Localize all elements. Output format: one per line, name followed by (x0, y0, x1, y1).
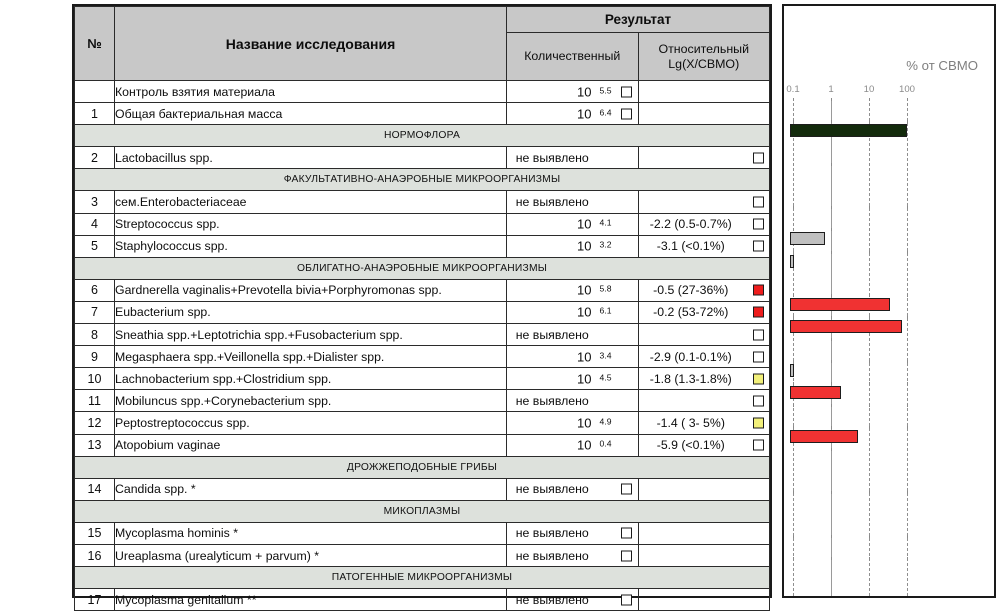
row-relative-cell (638, 103, 770, 125)
chart-tick (831, 557, 832, 560)
chart-row (784, 557, 994, 579)
row-study-name: Peptostreptococcus spp. (115, 412, 507, 434)
chart-tick (793, 294, 794, 297)
chart-tick (907, 120, 908, 123)
table-row[interactable] (75, 434, 770, 456)
results-table-container (72, 4, 772, 607)
table-group-row (75, 500, 770, 522)
chart-tick (793, 98, 794, 101)
row-quantitative-cell (507, 544, 639, 566)
chart-tick (831, 163, 832, 166)
chart-bar (790, 232, 825, 245)
chart-tick (793, 426, 794, 429)
table-group-row (75, 169, 770, 191)
chart-tick (869, 491, 870, 494)
row-relative-cell (638, 544, 770, 566)
quant-base: 10 (577, 216, 592, 232)
chart-tick (907, 316, 908, 319)
status-checkbox[interactable] (753, 417, 764, 428)
row-relative-cell (638, 346, 770, 368)
row-study-name: Lactobacillus spp. (115, 147, 507, 169)
table-row[interactable] (75, 213, 770, 235)
chart-tick (907, 404, 908, 407)
group-label: ФАКУЛЬТАТИВНО-АНАЭРОБНЫЕ МИКРООРГАНИЗМЫ (75, 169, 770, 191)
quant-exponent: 6.1 (599, 306, 612, 317)
relative-header-line2: Lg(X/СВМО) (668, 56, 740, 71)
chart-tick (831, 360, 832, 363)
status-checkbox[interactable] (621, 86, 632, 97)
status-checkbox[interactable] (753, 307, 764, 318)
chart-row (784, 316, 994, 338)
row-number: 2 (75, 147, 115, 169)
table-row[interactable] (75, 279, 770, 301)
row-relative-cell (638, 434, 770, 456)
table-row[interactable] (75, 412, 770, 434)
row-quantitative-cell (507, 346, 639, 368)
row-relative-cell (638, 213, 770, 235)
chart-tick (907, 228, 908, 231)
chart-row (784, 448, 994, 470)
table-row[interactable] (75, 368, 770, 390)
table-row[interactable] (75, 81, 770, 103)
chart-tick (831, 120, 832, 123)
chart-tick (869, 382, 870, 385)
chart-row (784, 404, 994, 426)
row-number: 17 (75, 589, 115, 611)
status-checkbox[interactable] (621, 108, 632, 119)
status-checkbox[interactable] (621, 484, 632, 495)
chart-tick (831, 316, 832, 319)
chart-tick (831, 206, 832, 209)
chart-bar (790, 386, 841, 399)
row-relative-cell (638, 147, 770, 169)
row-relative-cell (638, 301, 770, 323)
chart-tick (907, 338, 908, 341)
chart-row (784, 251, 994, 273)
chart-tick (831, 404, 832, 407)
row-relative-cell (638, 522, 770, 544)
quant-base: 10 (577, 84, 592, 100)
chart-row (784, 491, 994, 513)
row-quantitative-cell (507, 213, 639, 235)
row-quantitative-cell (507, 390, 639, 412)
chart-tick (831, 535, 832, 538)
row-study-name: Mycoplasma hominis * (115, 522, 507, 544)
quant-base: 10 (577, 304, 592, 320)
table-row[interactable] (75, 544, 770, 566)
chart-tick (793, 206, 794, 209)
row-number: 12 (75, 412, 115, 434)
row-quantitative-cell (507, 279, 639, 301)
row-relative-cell (638, 324, 770, 346)
row-study-name: Staphylococcus spp. (115, 235, 507, 257)
quant-base: 10 (577, 238, 592, 254)
column-header-relative (638, 33, 770, 81)
relative-value: -5.9 (<0.1%) (656, 438, 725, 453)
chart-tick (869, 404, 870, 407)
not-detected-text: не выявлено (515, 482, 589, 497)
column-header-study-name: Название исследования (115, 7, 507, 81)
chart-tick (907, 426, 908, 429)
group-label: НОРМОФЛОРА (75, 125, 770, 147)
status-checkbox[interactable] (753, 219, 764, 230)
chart-tick (907, 294, 908, 297)
chart-tick (793, 120, 794, 123)
chart-tick (793, 557, 794, 560)
row-number: 16 (75, 544, 115, 566)
quant-exponent: 0.4 (599, 438, 612, 449)
chart-tick (793, 491, 794, 494)
chart-tick (869, 316, 870, 319)
row-quantitative-cell (507, 434, 639, 456)
row-relative-cell (638, 412, 770, 434)
row-study-name: Lachnobacterium spp.+Clostridium spp. (115, 368, 507, 390)
chart-tick (793, 163, 794, 166)
group-label: МИКОПЛАЗМЫ (75, 500, 770, 522)
row-study-name: Eubacterium spp. (115, 301, 507, 323)
group-label: ПАТОГЕННЫЕ МИКРООРГАНИЗМЫ (75, 567, 770, 589)
results-table (74, 6, 770, 611)
not-detected-text: не выявлено (515, 195, 589, 210)
chart-tick (793, 535, 794, 538)
row-relative-cell (638, 368, 770, 390)
relative-value: -2.2 (0.5-0.7%) (649, 217, 732, 232)
chart-tick (907, 251, 908, 254)
row-relative-cell (638, 478, 770, 500)
quant-exponent: 3.2 (599, 239, 612, 250)
row-number: 14 (75, 478, 115, 500)
axis-tick-label: 10 (863, 84, 875, 95)
chart-row (784, 294, 994, 316)
chart-tick (907, 535, 908, 538)
chart-tick (869, 206, 870, 209)
table-row[interactable] (75, 390, 770, 412)
row-relative-cell (638, 235, 770, 257)
table-row[interactable] (75, 191, 770, 213)
row-number: 5 (75, 235, 115, 257)
quant-base: 10 (577, 437, 592, 453)
chart-row (784, 535, 994, 557)
status-checkbox[interactable] (753, 351, 764, 362)
chart-tick (793, 404, 794, 407)
chart-row (784, 360, 994, 382)
chart-row (784, 120, 994, 142)
relative-header-line1: Относительный (658, 42, 750, 57)
chart-bar (790, 298, 890, 311)
relative-value: -0.2 (53-72%) (653, 305, 729, 320)
row-number: 11 (75, 390, 115, 412)
table-group-row (75, 257, 770, 279)
chart-tick (793, 360, 794, 363)
row-number: 3 (75, 191, 115, 213)
chart-bar (790, 124, 907, 137)
table-row[interactable] (75, 147, 770, 169)
row-study-name: Ureaplasma (urealyticum + parvum) * (115, 544, 507, 566)
row-quantitative-cell (507, 368, 639, 390)
row-quantitative-cell (507, 235, 639, 257)
table-row[interactable] (75, 103, 770, 125)
status-checkbox[interactable] (753, 152, 764, 163)
chart-tick (869, 98, 870, 101)
chart-tick (831, 491, 832, 494)
chart-tick (869, 120, 870, 123)
relative-value: -2.9 (0.1-0.1%) (649, 349, 732, 364)
quant-exponent: 3.4 (599, 350, 612, 361)
chart-tick (869, 557, 870, 560)
row-quantitative-cell (507, 81, 639, 103)
row-number: 15 (75, 522, 115, 544)
row-study-name: Megasphaera spp.+Veillonella spp.+Dialister spp. (115, 346, 507, 368)
group-label: ОБЛИГАТНО-АНАЭРОБНЫЕ МИКРООРГАНИЗМЫ (75, 257, 770, 279)
chart-bar (790, 430, 858, 443)
status-checkbox[interactable] (753, 197, 764, 208)
chart-tick (869, 448, 870, 451)
status-checkbox[interactable] (621, 528, 632, 539)
not-detected-text: не выявлено (515, 150, 589, 165)
chart-tick (907, 382, 908, 385)
row-number: 1 (75, 103, 115, 125)
table-body (75, 81, 770, 611)
row-quantitative-cell (507, 522, 639, 544)
row-number: 4 (75, 213, 115, 235)
status-checkbox[interactable] (753, 241, 764, 252)
row-study-name: Контроль взятия материала (115, 81, 507, 103)
chart-tick (831, 426, 832, 429)
chart-tick (869, 228, 870, 231)
quant-base: 10 (577, 349, 592, 365)
row-study-name: Atopobium vaginae (115, 434, 507, 456)
row-study-name: Candida spp. * (115, 478, 507, 500)
row-number: 7 (75, 301, 115, 323)
row-study-name: Streptococcus spp. (115, 213, 507, 235)
chart-tick (831, 98, 832, 101)
relative-value: -3.1 (<0.1%) (656, 239, 725, 254)
row-number (75, 81, 115, 103)
chart-title: % от СВМО (906, 58, 978, 73)
relative-value: -0.5 (27-36%) (653, 283, 729, 298)
row-quantitative-cell (507, 412, 639, 434)
table-group-row (75, 125, 770, 147)
group-label: ДРОЖЖЕПОДОБНЫЕ ГРИБЫ (75, 456, 770, 478)
table-row[interactable] (75, 324, 770, 346)
row-quantitative-cell (507, 191, 639, 213)
chart-tick (793, 338, 794, 341)
row-relative-cell (638, 390, 770, 412)
chart-tick (831, 251, 832, 254)
table-header (75, 7, 770, 81)
row-quantitative-cell (507, 147, 639, 169)
quant-exponent: 5.8 (599, 283, 612, 294)
not-detected-text: не выявлено (515, 548, 589, 563)
row-relative-cell (638, 279, 770, 301)
chart-tick (793, 316, 794, 319)
quant-exponent: 4.5 (599, 372, 612, 383)
chart-tick (907, 360, 908, 363)
table-row[interactable] (75, 301, 770, 323)
status-checkbox[interactable] (753, 395, 764, 406)
row-quantitative-cell (507, 301, 639, 323)
chart-row (784, 338, 994, 360)
table-group-row (75, 456, 770, 478)
chart-tick (907, 557, 908, 560)
chart-tick (869, 251, 870, 254)
chart-tick (793, 228, 794, 231)
table-row[interactable] (75, 235, 770, 257)
chart-row (784, 98, 994, 120)
chart-tick (869, 163, 870, 166)
column-header-result: Результат (507, 7, 770, 33)
row-number: 6 (75, 279, 115, 301)
chart-tick (831, 228, 832, 231)
chart-tick (831, 448, 832, 451)
axis-tick-label: 1 (828, 84, 834, 95)
row-study-name: Mobiluncus spp.+Corynebacterium spp. (115, 390, 507, 412)
chart-tick (793, 251, 794, 254)
chart-row (784, 206, 994, 228)
relative-value: -1.4 ( 3- 5%) (656, 415, 725, 430)
row-quantitative-cell (507, 478, 639, 500)
quant-exponent: 6.4 (599, 107, 612, 118)
row-number: 10 (75, 368, 115, 390)
chart-tick (831, 338, 832, 341)
quant-base: 10 (577, 282, 592, 298)
chart-tick (793, 448, 794, 451)
chart-row (784, 426, 994, 448)
chart-tick (869, 360, 870, 363)
row-number: 8 (75, 324, 115, 346)
row-study-name: Gardnerella vaginalis+Prevotella bivia+Porphyromonas spp. (115, 279, 507, 301)
row-relative-cell (638, 81, 770, 103)
table-row[interactable] (75, 478, 770, 500)
not-detected-text: не выявлено (515, 526, 589, 541)
row-number: 13 (75, 434, 115, 456)
axis-tick-label: 0.1 (786, 84, 800, 95)
quant-base: 10 (577, 106, 592, 122)
chart-tick (907, 163, 908, 166)
chart-axis-tick-labels (784, 84, 994, 96)
table-row[interactable] (75, 346, 770, 368)
not-detected-text: не выявлено (515, 393, 589, 408)
axis-tick-label: 100 (898, 84, 916, 95)
not-detected-text: не выявлено (515, 327, 589, 342)
chart-bar (790, 320, 902, 333)
chart-container (782, 4, 996, 598)
table-group-row (75, 567, 770, 589)
status-checkbox[interactable] (753, 440, 764, 451)
row-number: 9 (75, 346, 115, 368)
chart-bar (790, 364, 794, 377)
status-checkbox[interactable] (753, 373, 764, 384)
column-header-quantitative: Количественный (507, 33, 639, 81)
relative-value: -1.8 (1.3-1.8%) (649, 371, 732, 386)
status-checkbox[interactable] (621, 550, 632, 561)
status-checkbox[interactable] (753, 285, 764, 296)
chart-tick (869, 535, 870, 538)
quant-base: 10 (577, 415, 592, 431)
not-detected-text: не выявлено (515, 592, 589, 607)
quant-exponent: 4.1 (599, 217, 612, 228)
row-relative-cell (638, 191, 770, 213)
chart-row (784, 163, 994, 185)
chart-row (784, 228, 994, 250)
table-row[interactable] (75, 522, 770, 544)
chart-tick (869, 426, 870, 429)
column-header-number: № (75, 7, 115, 81)
chart-tick (869, 294, 870, 297)
chart-row (784, 382, 994, 404)
chart-tick (907, 491, 908, 494)
quant-exponent: 4.9 (599, 416, 612, 427)
quant-base: 10 (577, 371, 592, 387)
chart-tick (907, 98, 908, 101)
chart-tick (869, 338, 870, 341)
row-quantitative-cell (507, 324, 639, 346)
chart-tick (831, 294, 832, 297)
chart-tick (907, 448, 908, 451)
row-study-name: Sneathia spp.+Leptotrichia spp.+Fusobacterium spp. (115, 324, 507, 346)
row-quantitative-cell (507, 103, 639, 125)
row-study-name: Mycoplasma genitalium ** (115, 589, 507, 611)
row-study-name: сем.Enterobacteriaceae (115, 191, 507, 213)
chart-tick (907, 206, 908, 209)
chart-tick (831, 382, 832, 385)
chart-bar (790, 255, 794, 268)
status-checkbox[interactable] (753, 329, 764, 340)
chart-plot-area (784, 98, 994, 596)
quant-exponent: 5.5 (599, 85, 612, 96)
chart-tick (793, 382, 794, 385)
row-study-name: Общая бактериальная масса (115, 103, 507, 125)
